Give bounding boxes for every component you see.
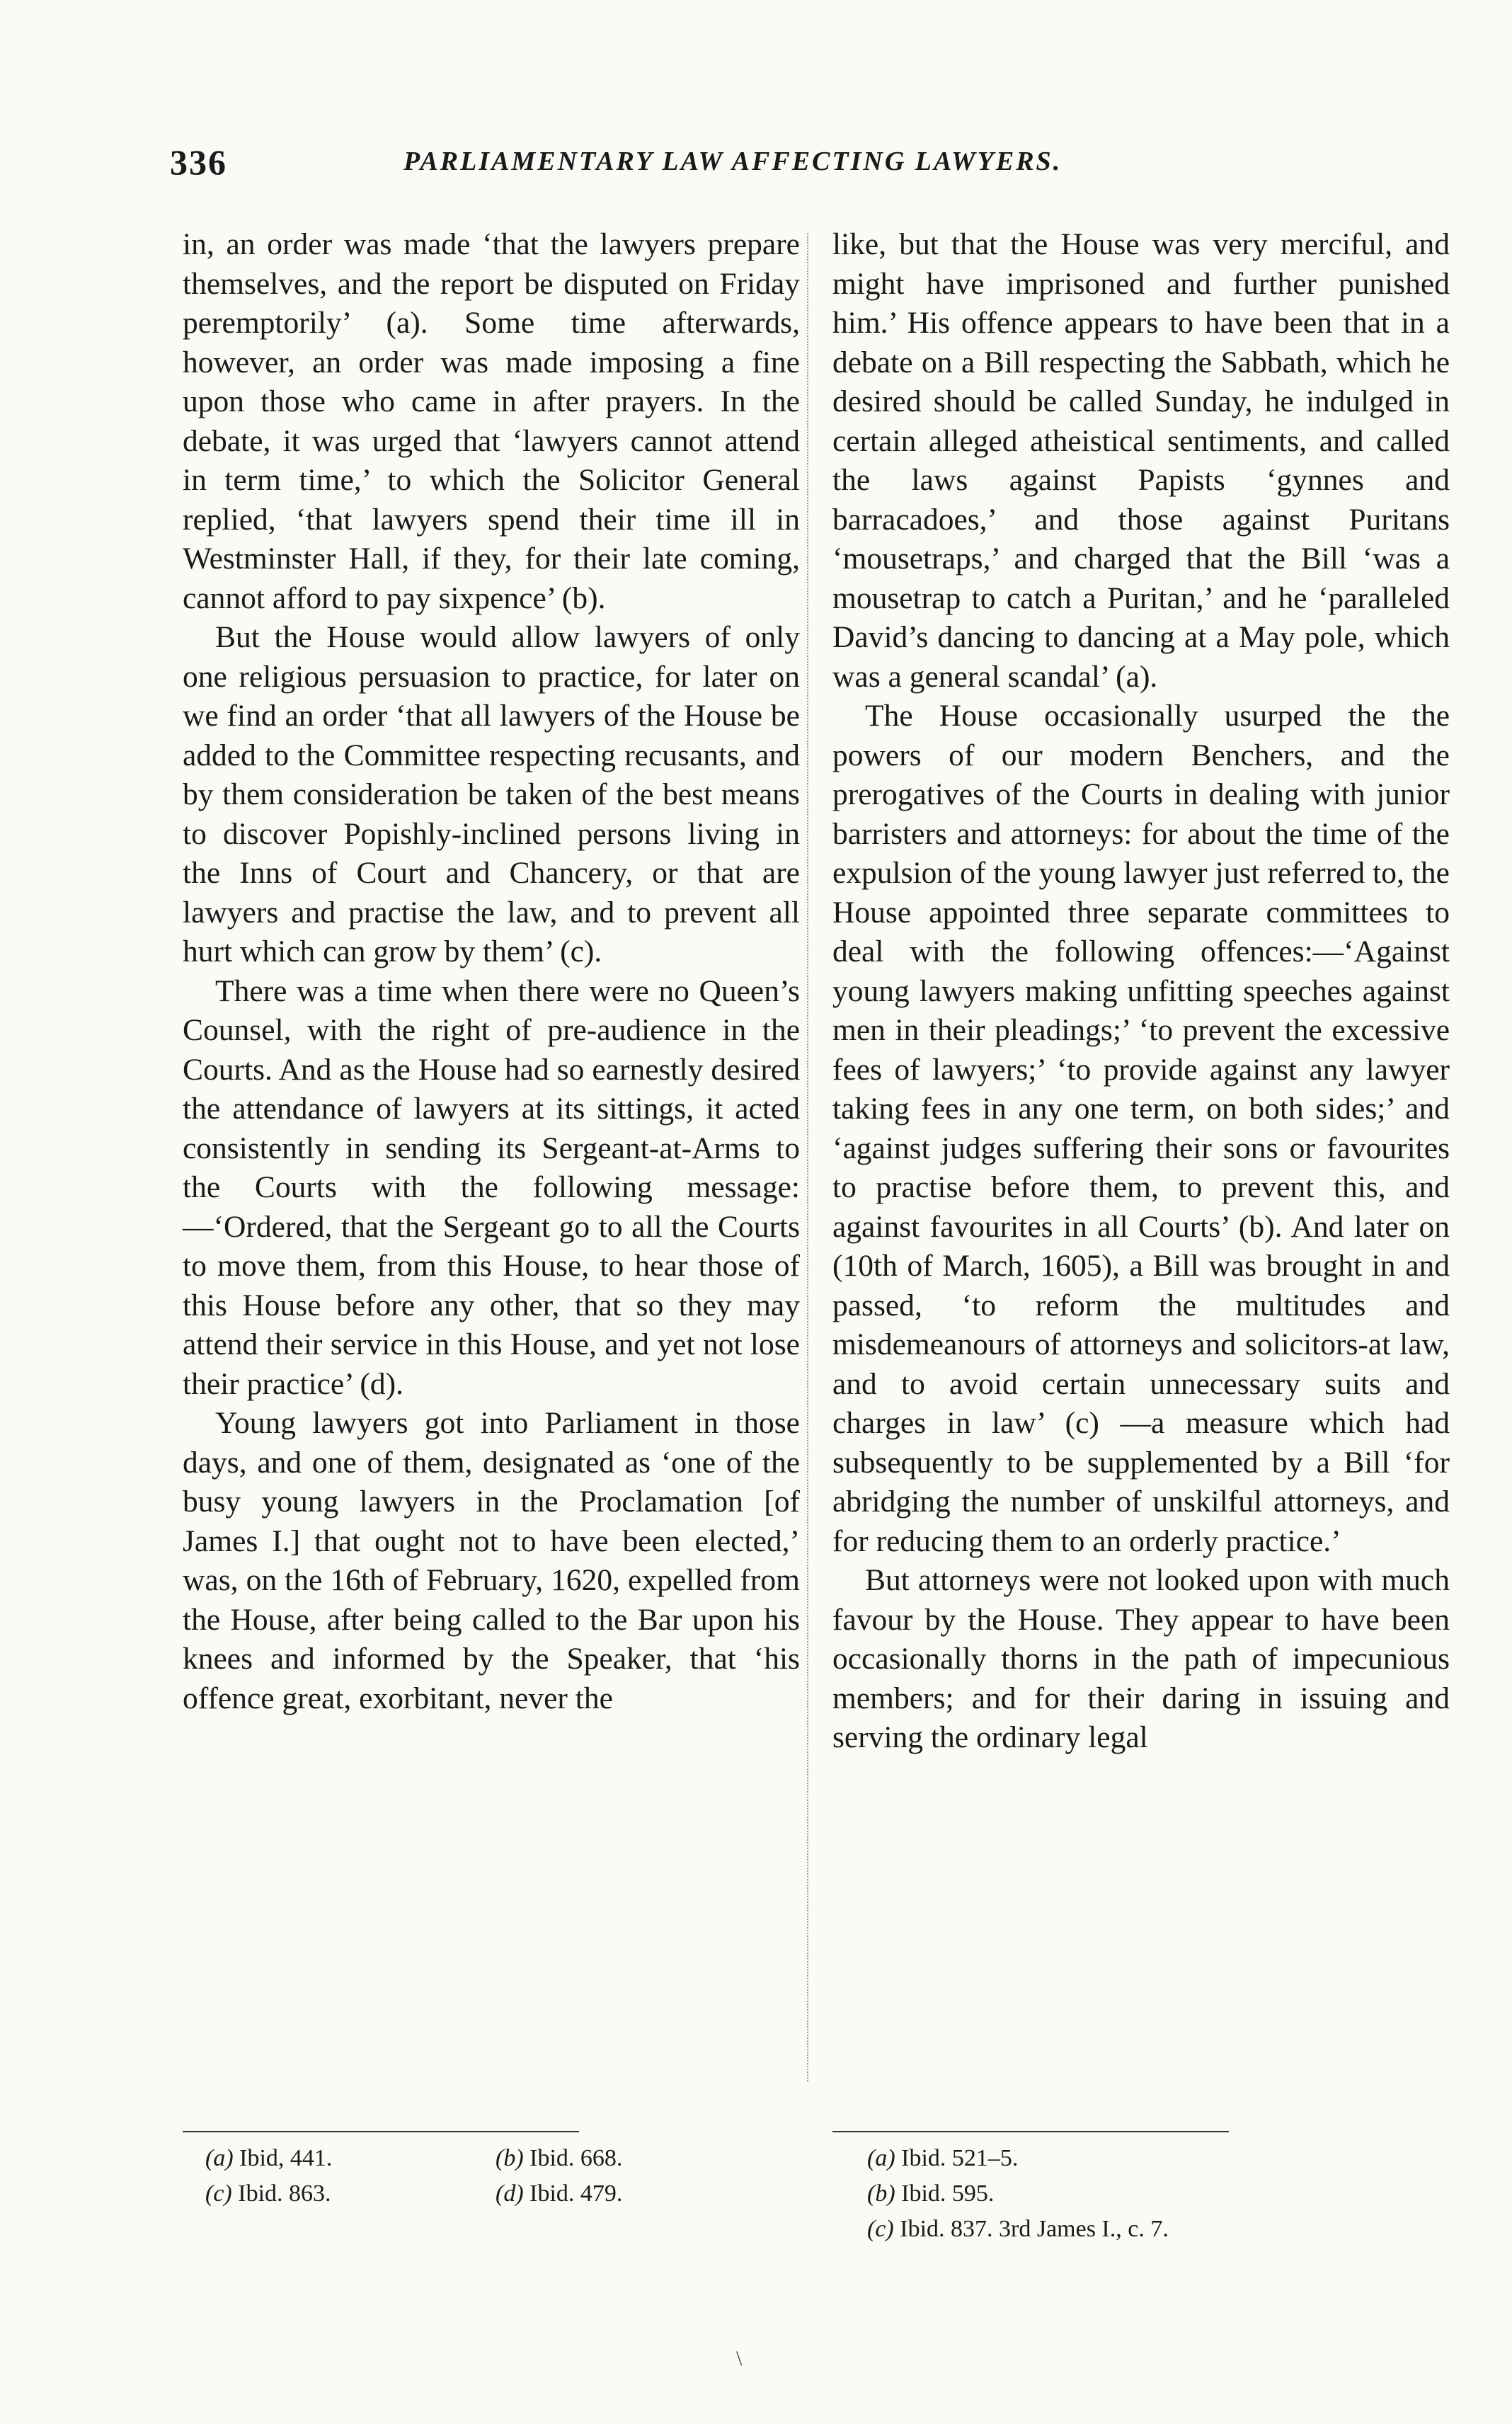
page-header: [170, 142, 1458, 191]
running-title: PARLIAMENTARY LAW AFFECTING LAWYERS.: [403, 147, 1063, 176]
footnote: (c) Ibid. 863.: [205, 2180, 331, 2207]
paragraph: like, but that the House was very merciful, and might have imprisoned and further punished him.’ His offence appears to have been that in a debate on a Bill respecting the Sabbath, which he desired should be called Sunday, he indulged in certain alleged atheistical sentiments, and called the laws against Papists ‘gynnes and barracadoes,’ and those against Puritans ‘mousetraps,’ and charged that the Bill ‘was a mousetrap to catch a Puritan,’ and he ‘paralleled David’s dancing to dancing at a May pole, which was a general scandal’ (a).: [832, 227, 1450, 694]
paragraph: The House occasionally usurped the the powers of our modern Benchers, and the prerogatives of the Courts in dealing with junior barristers and attorneys: for about the time of the expulsion of the young lawyer just referred to, the House appointed three separate committees to deal with the following offences:—‘Against young lawyers making unfitting speeches against men in their pleadings;’ ‘to prevent the excessive fees of lawyers;’ ‘to provide against any lawyer taking fees in any one term, on both sides;’ and ‘against judges suffering their sons or favourites to practise before them, to prevent this, and against favourites in all Courts’ (b). And later on (10th of March, 1605), a Bill was brought in and passed, ‘to reform the multitudes and misdemeanours of attorneys and solicitors-at law, and to avoid certain unnecessary suits and charges in law’ (c) —a measure which had subsequently to be supplemented by a Bill ‘for abridging the number of unskilful attorneys, and for reducing them to an orderly practice.’: [832, 699, 1450, 1558]
footnotes-right: [867, 2141, 1476, 2247]
paragraph: But attorneys were not looked upon with much favour by the House. They appear to have been occasionally thorns in the path of impecunious members; and for their daring in issuing and serving the ordinary legal: [832, 1563, 1450, 1754]
column-divider: [807, 234, 808, 2081]
footnote-rule: [832, 2131, 1229, 2132]
paragraph: Young lawyers got into Parliament in those days, and one of them, designated as ‘one of the busy young lawyers in the Proclamation [of James I.] that ought not to have been elected,’ was, on the 16th of February, 1620, expelled from the House, after being called to the Bar upon his knees and informed by the Speaker, that ‘his offence great, exorbitant, never the: [183, 1406, 800, 1715]
footnote: (a) Ibid, 441.: [205, 2145, 333, 2171]
paragraph: But the House would allow lawyers of only one religious persuasion to practice, for later on we find an order ‘that all lawyers of the House be added to the Committee respecting recusants, and by them consideration be taken of the best means to discover Popishly-inclined persons living in the Inns of Court and Chancery, or that are lawyers and practise the law, and to prevent all hurt which can grow by them’ (c).: [183, 620, 800, 968]
page-number: 336: [170, 142, 227, 182]
left-column: [183, 225, 800, 1718]
footnote: (b) Ibid. 668.: [496, 2145, 623, 2171]
stray-mark: \: [736, 2347, 743, 2370]
footnote: (b) Ibid. 595.: [867, 2180, 995, 2207]
footnotes-left: [205, 2141, 786, 2212]
footnote-rule: [183, 2131, 579, 2132]
footnote: (a) Ibid. 521–5.: [867, 2145, 1019, 2171]
footnote: (d) Ibid. 479.: [496, 2180, 623, 2207]
paragraph: in, an order was made ‘that the lawyers prepare themselves, and the report be disputed on Friday peremptorily’ (a). Some time afterwards, however, an order was made imposing a fine upon those who came in after prayers. In the debate, it was urged that ‘lawyers cannot attend in term time,’ to which the Solicitor General replied, ‘that lawyers spend their time ill in Westminster Hall, if they, for their late coming, cannot afford to pay sixpence’ (b).: [183, 227, 800, 615]
footnote: (c) Ibid. 837. 3rd James I., c. 7.: [867, 2216, 1169, 2242]
right-column: [832, 225, 1450, 1758]
paragraph: There was a time when there were no Queen’s Counsel, with the right of pre-audience in the Courts. And as the House had so earnestly desired the attendance of lawyers at its sittings, it acted consistently in sending its Sergeant-at-Arms to the Courts with the following message:—‘Ordered, that the Sergeant go to all the Courts to move them, from this House, to hear those of this House before any other, that so they may attend their service in this House, and yet not lose their practice’ (d).: [183, 973, 800, 1401]
